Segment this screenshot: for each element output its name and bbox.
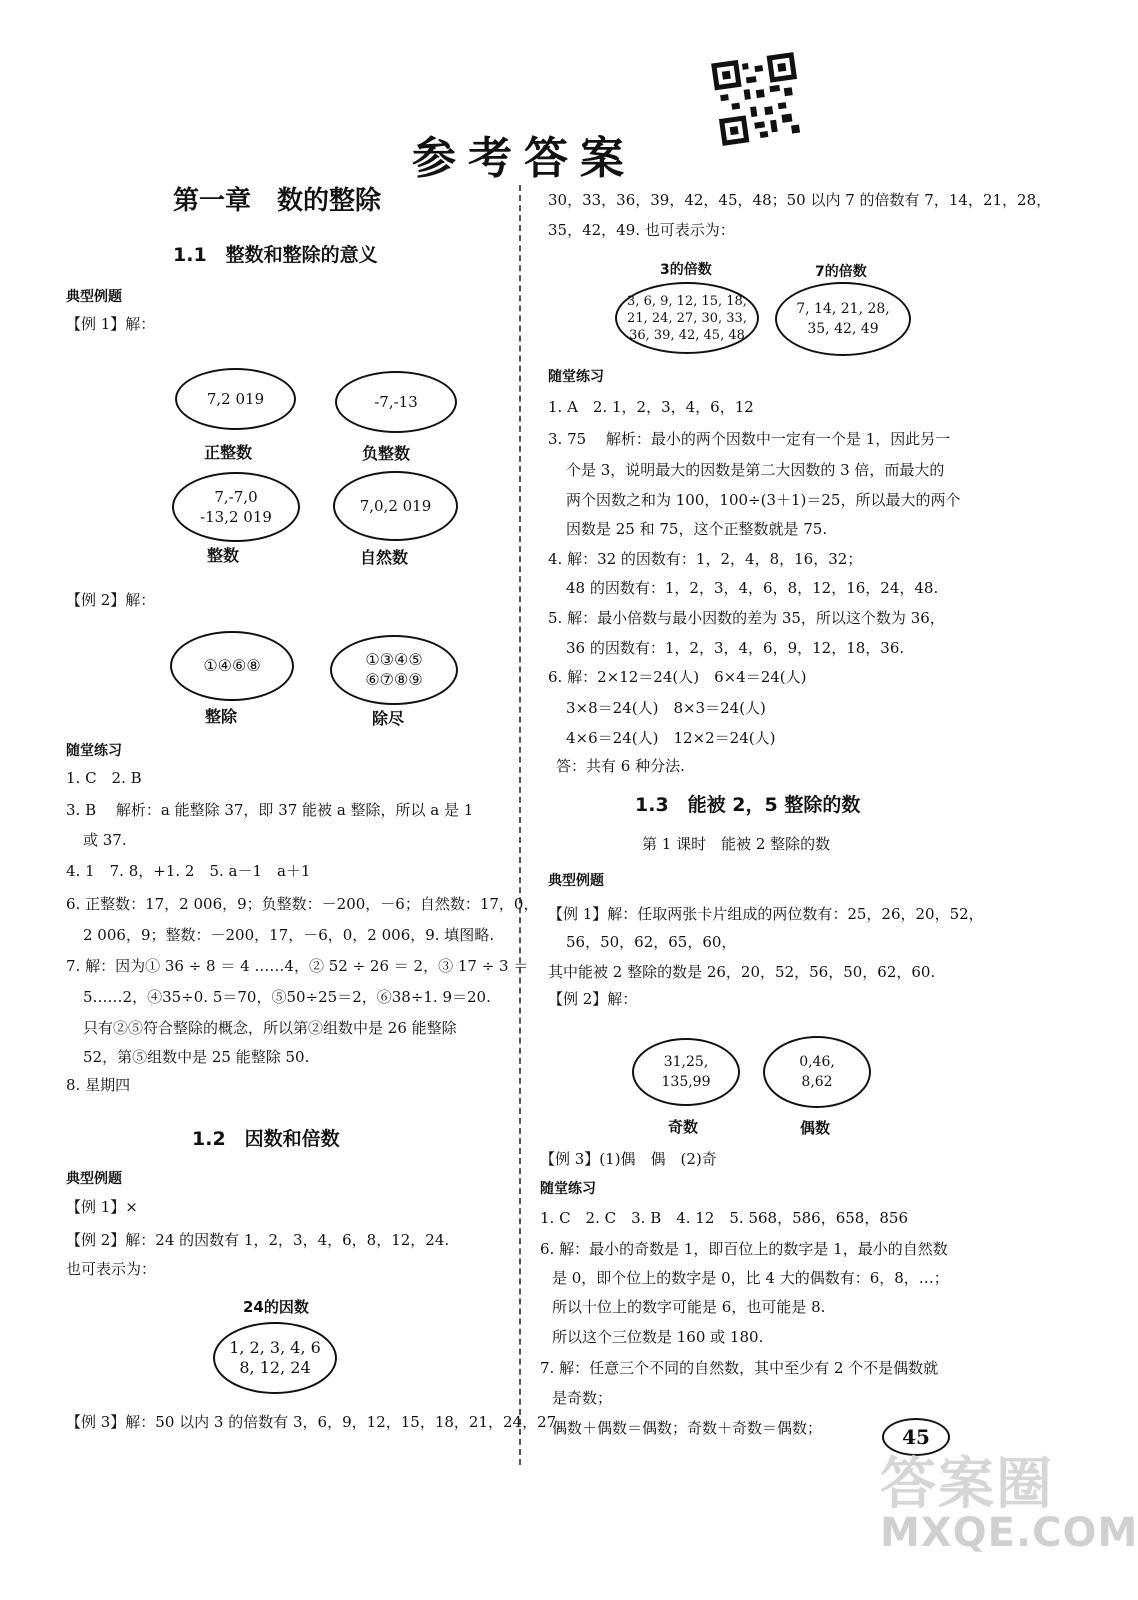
answer-line: 1. A 2. 1，2，3，4，6，12 [548, 398, 754, 416]
oval-divides-exactly: ①③④⑤ ⑥⑦⑧⑨ [330, 635, 458, 705]
answer-line: 所以这个三位数是 160 或 180. [552, 1328, 764, 1346]
label-integers: 整数 [207, 546, 240, 565]
chapter-title: 第一章 数的整除 [173, 186, 382, 216]
answer-line: 6. 正整数：17，2 006，9；负整数：－200，－6；自然数：17，0， [66, 895, 539, 913]
heading-typical-examples: 典型例题 [66, 1171, 122, 1187]
oval-integers: 7,-7,0 -13,2 019 [172, 472, 300, 542]
label-multiples-of-3: 3的倍数 [660, 262, 712, 278]
answer-line: 7. 解：任意三个不同的自然数，其中至少有 2 个不是偶数就 [540, 1359, 939, 1377]
answer-line: 7. 解：因为① 36 ÷ 8 ＝ 4 ……4，② 52 ÷ 26 ＝ 2，③ 17 ÷ 3 ＝ [66, 957, 529, 975]
lesson-title: 第 1 课时 能被 2 整除的数 [642, 835, 831, 853]
answer-line: 偶数＋偶数＝偶数；奇数＋奇数＝偶数； [552, 1419, 823, 1437]
answer-line: 8. 星期四 [66, 1076, 131, 1094]
label-multiples-of-7: 7的倍数 [815, 264, 867, 280]
section-1-3-title: 1.3 能被 2，5 整除的数 [635, 794, 861, 816]
answer-line: 2 006，9；整数：－200，17，－6，0，2 006，9. 填图略. [83, 926, 495, 944]
oval-multiples-of-3: 3, 6, 9, 12, 15, 18, 21, 24, 27, 30, 33, 36, 39, 42, 45, 48 [615, 282, 759, 354]
answer-line: 3. 75 解析：最小的两个因数中一定有一个是 1，因此另一 [548, 430, 951, 448]
answer-line: 【例 3】解：50 以内 3 的倍数有 3，6，9，12，15，18，21，24，27， [66, 1413, 572, 1431]
oval-odd-numbers: 31,25, 135,99 [632, 1038, 740, 1106]
watermark-logo: 答案圈 [880, 1452, 1054, 1517]
answer-line: 6. 解：最小的奇数是 1，即百位上的数字是 1，最小的自然数 [540, 1240, 948, 1258]
qr-code [709, 50, 806, 147]
answer-line: 1. C 2. C 3. B 4. 12 5. 568，586，658，856 [540, 1209, 908, 1227]
answer-line: 1. C 2. B [66, 769, 142, 787]
label-negative-integers: 负整数 [362, 444, 411, 463]
answer-line: 【例 2】解：24 的因数有 1，2，3，4，6，8，12，24. [66, 1231, 450, 1249]
label-divisible: 整除 [205, 707, 238, 726]
answer-line: 也可表示为： [66, 1260, 157, 1278]
answer-line: 【例 1】× [66, 1198, 138, 1216]
answer-line: 只有②⑤符合整除的概念，所以第②组数中是 26 能整除 [83, 1019, 457, 1037]
answer-line: 4. 1 7. 8，+1. 2 5. a－1 a＋1 [66, 862, 311, 880]
oval-multiples-of-7: 7, 14, 21, 28, 35, 42, 49 [775, 282, 911, 356]
answer-line: 4. 解：32 的因数有：1，2，4，8，16，32； [548, 550, 863, 568]
answer-line: 个是 3，说明最大的因数是第二大因数的 3 倍，而最大的 [566, 461, 945, 479]
answer-line: 【例 1】解：任取两张卡片组成的两位数有：25，26，20，52， [548, 905, 984, 923]
heading-typical-examples: 典型例题 [66, 289, 122, 305]
oval-natural-numbers: 7,0,2 019 [333, 471, 458, 541]
watermark-url: MXQE.COM [880, 1510, 1138, 1556]
answer-line: 48 的因数有：1，2，3，4，6，8，12，16，24，48. [566, 579, 939, 597]
oval-divisible: ①④⑥⑧ [170, 631, 294, 701]
answer-line: 是 0，即个位上的数字是 0，比 4 大的偶数有：6，8，…； [552, 1269, 949, 1287]
label-natural-numbers: 自然数 [360, 548, 409, 567]
answer-line: 因数是 25 和 75，这个正整数就是 75. [566, 520, 828, 538]
answer-line: 所以十位上的数字可能是 6，也可能是 8. [552, 1298, 826, 1316]
heading-practice: 随堂练习 [548, 369, 604, 385]
answer-line: 或 37. [83, 831, 127, 849]
label-even-numbers: 偶数 [800, 1119, 831, 1137]
heading-practice: 随堂练习 [540, 1181, 596, 1197]
oval-positive-integers: 7,2 019 [175, 368, 296, 430]
oval-even-numbers: 0,46, 8,62 [763, 1036, 871, 1108]
answer-line: 3×8＝24(人) 8×3＝24(人) [566, 699, 766, 717]
oval-factors-of-24: 1, 2, 3, 4, 6 8, 12, 24 [213, 1322, 337, 1394]
column-divider [519, 185, 521, 1465]
answer-line: 【例 3】(1)偶 偶 (2)奇 [540, 1150, 717, 1168]
section-1-1-title: 1.1 整数和整除的意义 [173, 244, 378, 266]
answer-line: 是奇数； [552, 1389, 613, 1407]
answer-line: 36 的因数有：1，2，3，4，6，9，12，18，36. [566, 639, 905, 657]
label-factors-of-24: 24的因数 [243, 1298, 309, 1316]
answer-line: 6. 解：2×12＝24(人) 6×4＝24(人) [548, 668, 807, 686]
oval-negative-integers: -7,-13 [335, 371, 457, 433]
answer-line: 56，50，62，65，60， [566, 933, 737, 951]
answer-line: 52，第⑤组数中是 25 能整除 50. [83, 1048, 310, 1066]
page-title: 参考答案 [412, 133, 636, 184]
answer-line: 5……2，④35÷0. 5＝70，⑤50÷25＝2，⑥38÷1. 9＝20. [83, 988, 491, 1006]
example-2-label: 【例 2】解： [66, 591, 156, 609]
answer-line: 30，33，36，39，42，45，48；50 以内 7 的倍数有 7，14，21，28， [548, 191, 1052, 209]
answer-line: 35，42，49. 也可表示为： [548, 221, 735, 239]
page-number: 45 [882, 1418, 950, 1456]
answer-line: 两个因数之和为 100，100÷(3＋1)＝25，所以最大的两个 [566, 491, 961, 509]
label-positive-integers: 正整数 [204, 443, 253, 462]
section-1-2-title: 1.2 因数和倍数 [192, 1128, 340, 1150]
answer-line: 【例 2】解： [548, 990, 638, 1008]
answer-line: 3. B 解析：a 能整除 37，即 37 能被 a 整除，所以 a 是 1 [66, 801, 474, 819]
answer-line: 答：共有 6 种分法. [556, 757, 685, 775]
example-1-label: 【例 1】解： [66, 315, 156, 333]
label-divides-exactly: 除尽 [372, 709, 405, 728]
label-odd-numbers: 奇数 [668, 1118, 699, 1136]
heading-practice: 随堂练习 [66, 743, 122, 759]
answer-line: 4×6＝24(人) 12×2＝24(人) [566, 729, 776, 747]
answer-line: 其中能被 2 整除的数是 26，20，52，56，50，62，60. [548, 963, 936, 981]
answer-line: 5. 解：最小倍数与最小因数的差为 35，所以这个数为 36， [548, 609, 945, 627]
heading-typical-examples: 典型例题 [548, 873, 604, 889]
